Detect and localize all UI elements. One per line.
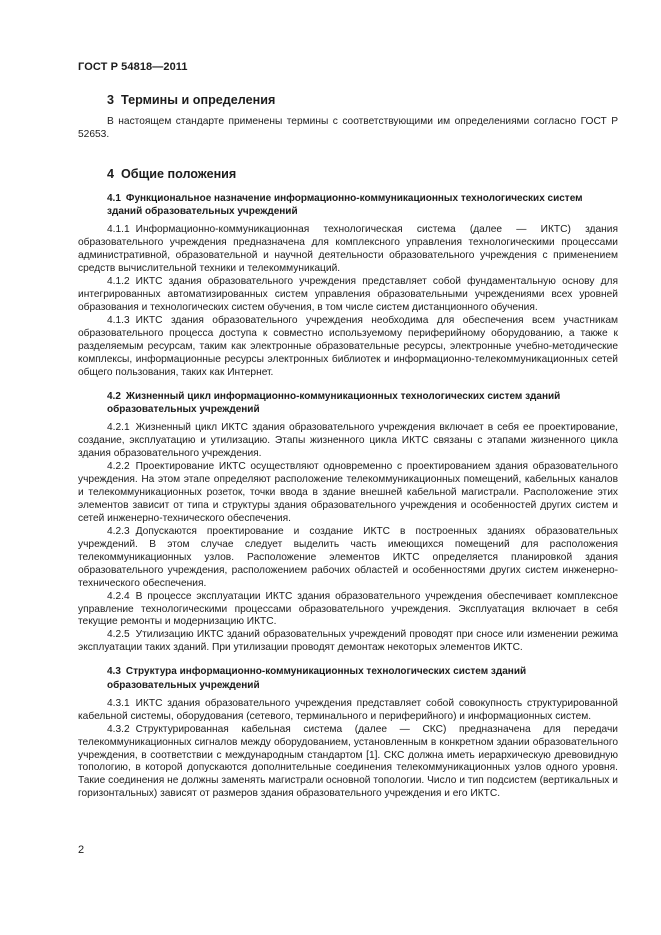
section-number: 4: [107, 166, 115, 181]
section-number: 3: [107, 93, 115, 107]
paragraph-number: 4.2.4: [107, 590, 130, 602]
paragraph-text: Допускаются проектирование и создание ИКТС в построенных зданиях образовательных учреждений. В этом случае следует выделить часть имеющихся помещений для расположения телекоммуникационных узлов. Расположение элементов ИКТС определяется планировкой здания образовательного учреждения, расположением рабочих областей и особенностями других систем инженерно-технического обеспечения.: [78, 525, 618, 589]
paragraph-4-2-5: [78, 629, 618, 655]
page-number: 2: [78, 844, 85, 856]
paragraph-4-2-4: [78, 591, 618, 630]
paragraph-text: ИКТС здания образовательного учреждения необходима для обеспечения всем участникам образовательного процесса доступа к совместно используемому периферийному оборудованию, а также к разделяемым ресурсам, таким как электронные образовательные ресурсы, электронные учебно-методические комплексы, информационные ресурсы электронных библиотек и информационно-телекоммуникационных сетей общего пользования, таких как Интернет.: [78, 314, 618, 378]
section-3-text: В настоящем стандарте применены термины с соответствующими им определениями согласно ГОСТ Р 52653.: [78, 116, 618, 140]
paragraph-text: Жизненный цикл ИКТС здания образовательного учреждения включает в себя ее проектирование, создание, эксплуатацию и утилизацию. Этапы жизненного цикла ИКТС связаны с этапами жизненного цикла здания образовательного учреждения.: [78, 422, 618, 460]
subsection-number: 4.2: [107, 390, 121, 402]
paragraph-number: 4.3.1: [107, 697, 130, 709]
subsection-number: 4.1: [107, 192, 121, 204]
paragraph-4-1-3: [78, 315, 618, 380]
subsection-title: Функциональное назначение информационно-коммуникационных технологических систем зданий образовательных учреждений: [107, 192, 583, 218]
subsection-4-3-heading: [78, 665, 618, 691]
paragraph-number: 4.2.3: [107, 525, 130, 537]
paragraph-text: Структурированная кабельная система (далее — СКС) предназначена для передачи телекоммуникационных сигналов между оборудованием, установленным в конкретном здании образовательного учреждения, в соответствии с международным стандартом [1]. СКС должна иметь иерархическую древовидную топологию, в которой допускаются дополнительные соединения телекоммуникационных узлов одного уровня. Такие соединения не должны заменять магистрали основной топологии. Число и тип подсистем (вертикальных и горизонтальных) зависят от размеров здания образовательного учреждения и его ИКТС.: [78, 723, 618, 800]
paragraph-4-1-2: [78, 276, 618, 315]
paragraph-4-2-3: [78, 526, 618, 591]
paragraph-text: Утилизацию ИКТС зданий образовательных учреждений проводят при сносе или изменении режима эксплуатации таких зданий. При утилизации проводят демонтаж некоторых элементов ИКТС.: [78, 629, 618, 654]
paragraph-number: 4.2.5: [107, 629, 130, 641]
paragraph-text: ИКТС здания образовательного учреждения представляет собой совокупность структурированной кабельной системы, оборудования (сетевого, терминального и периферийного) и информационных систем.: [78, 697, 618, 722]
subsection-title: Жизненный цикл информационно-коммуникационных технологических систем зданий образовательных учреждений: [107, 390, 561, 415]
paragraph-number: 4.3.2: [107, 723, 130, 735]
paragraph-text: Проектирование ИКТС осуществляют одновременно с проектированием здания образовательного учреждения. На этом этапе определяют расположение телекоммуникационных помещений, кабельных каналов и телекоммуникационных розеток, точки ввода в здание внешней кабельной магистрали. Расположение этих элементов зависит от типа и структуры здания образовательного учреждения и особенностей других систем и сетей инженерно-технического обеспечения.: [78, 461, 618, 524]
paragraph-text: В процессе эксплуатации ИКТС здания образовательного учреждения обеспечивает комплексное управление технологическими процессами образовательного учреждения. Эксплуатация включает в себя текущие ремонты и модернизацию ИКТС.: [78, 590, 618, 628]
subsection-number: 4.3: [107, 666, 121, 678]
paragraph-number: 4.1.3: [107, 314, 130, 326]
standard-header: ГОСТ Р 54818—2011: [78, 61, 188, 73]
paragraph-number: 4.2.1: [107, 422, 130, 434]
subsection-title: Структура информационно-коммуникационных технологических систем зданий образовательных учреждений: [107, 666, 527, 691]
section-3-heading: [78, 92, 618, 108]
paragraph-4-2-2: [78, 461, 618, 526]
paragraph-4-2-1: [78, 422, 618, 461]
paragraph-4-1-1: [78, 224, 618, 276]
section-4-heading: [78, 166, 618, 182]
document-body: [78, 92, 618, 801]
section-title: Термины и определения: [121, 93, 276, 107]
subsection-4-2-heading: [78, 390, 618, 416]
paragraph-4-3-1: [78, 698, 618, 724]
paragraph-number: 4.2.2: [107, 461, 130, 473]
paragraph-number: 4.1.2: [107, 276, 130, 288]
subsection-4-1-heading: [78, 192, 618, 218]
section-title: Общие положения: [121, 166, 237, 181]
paragraph-4-3-2: [78, 724, 618, 802]
paragraph-text: ИКТС здания образовательного учреждения представляет собой фундаментальную основу для интегрированных автоматизированных систем управления образовательными учреждениями всех уровней образования и технологических систем обучения, в том числе систем дистанционного обучения.: [78, 276, 618, 314]
paragraph-number: 4.1.1: [107, 224, 130, 236]
paragraph-text: Информационно-коммуникационная технологическая система (далее — ИКТС) здания образовательного учреждения предназначена для комплексного управления технологическими процессами административной, образовательной и научной деятельности образовательного учреждения с применением средств вычислительной техники и телекоммуникаций.: [78, 224, 618, 275]
